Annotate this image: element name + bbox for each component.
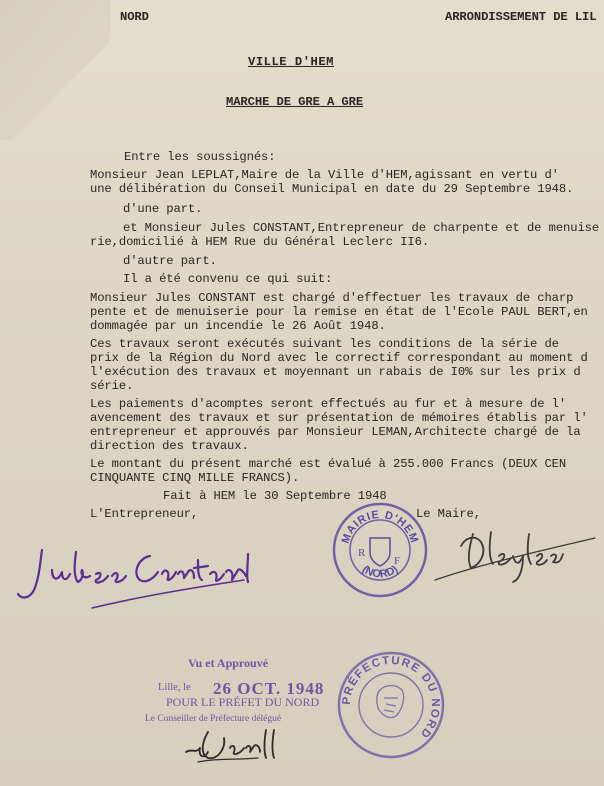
document-subtitle: MARCHE DE GRE A GRE bbox=[226, 95, 364, 109]
mairie-stamp-letter-f: F bbox=[394, 555, 401, 567]
document-title: VILLE D'HEM bbox=[248, 55, 334, 69]
header-department: NORD bbox=[120, 10, 149, 24]
mairie-stamp-bottom-text: (NORD) bbox=[359, 563, 401, 581]
approval-stamp-place: Lille, le bbox=[158, 682, 191, 693]
label-le-maire: Le Maire, bbox=[416, 507, 481, 521]
prefecture-stamp-text: PRÉFECTURE DU NORD bbox=[340, 654, 442, 741]
text-line: Les paiements d'acomptes seront effectués au fur et à mesure de l' bbox=[90, 397, 567, 411]
text-line: avencement des travaux et sur présentation de mémoires établis par l' bbox=[90, 411, 588, 425]
approval-stamp-date: 26 OCT. 1948 bbox=[213, 679, 325, 698]
text-line: prix de la Région du Nord avec le correctif correspondant au moment d bbox=[90, 351, 588, 365]
text-line: et Monsieur Jules CONSTANT,Entrepreneur de charpente et de menuise bbox=[123, 221, 600, 235]
text-line: entrepreneur et approuvés par Monsieur LEMAN,Architecte chargé de la bbox=[90, 425, 581, 439]
approval-stamp-for: POUR LE PRÉFET DU NORD bbox=[166, 695, 320, 709]
header-arrondissement: ARRONDISSEMENT DE LIL bbox=[445, 10, 597, 24]
approval-stamp-signatory: Le Conseiller de Préfecture délégué bbox=[145, 714, 282, 724]
approval-stamp-heading: Vu et Approuvé bbox=[188, 656, 269, 670]
text-line: l'exécution des travaux et moyennant un rabais de I0% sur les prix d bbox=[90, 365, 581, 379]
prefecture-stamp bbox=[336, 650, 446, 760]
conseiller-signature bbox=[178, 718, 288, 768]
text-line: CINQUANTE CINQ MILLE FRANCS). bbox=[90, 471, 300, 485]
text-line: pente et de menuiserie pour la remise en état de l'Ecole PAUL BERT,en bbox=[90, 305, 588, 319]
text-line: une délibération du Conseil Municipal en date du 29 Septembre 1948. bbox=[90, 182, 574, 196]
text-line: dommagée par un incendie le 26 Août 1948. bbox=[90, 319, 386, 333]
text-line: Monsieur Jean LEPLAT,Maire de la Ville d'HEM,agissant en vertu d' bbox=[90, 168, 559, 182]
text-line: Monsieur Jules CONSTANT est chargé d'effectuer les travaux de charp bbox=[90, 291, 574, 305]
maire-signature bbox=[395, 520, 600, 590]
mairie-stamp-top-text: MAIRIE D'HEM bbox=[339, 508, 421, 546]
text-line: série. bbox=[90, 379, 134, 393]
text-dune-part: d'une part. bbox=[123, 202, 203, 216]
text-line: direction des travaux. bbox=[90, 439, 249, 453]
text-dautre-part: d'autre part. bbox=[123, 254, 217, 268]
entrepreneur-signature bbox=[12, 530, 252, 615]
text-line: rie,domicilié à HEM Rue du Général Leclerc II6. bbox=[90, 235, 430, 249]
text-line: Le montant du présent marché est évalué à 255.000 Francs (DEUX CEN bbox=[90, 457, 567, 471]
text-entre-soussignes: Entre les soussignés: bbox=[124, 150, 276, 164]
text-fait-a-hem: Fait à HEM le 30 Septembre 1948 bbox=[163, 489, 387, 503]
mairie-stamp-letter-r: R bbox=[358, 547, 366, 559]
text-line: Ces travaux seront exécutés suivant les conditions de la série de bbox=[90, 337, 559, 351]
paper-fold-shadow bbox=[0, 0, 110, 140]
label-entrepreneur: L'Entrepreneur, bbox=[90, 507, 199, 521]
text-convenu: Il a été convenu ce qui suit: bbox=[123, 272, 333, 286]
